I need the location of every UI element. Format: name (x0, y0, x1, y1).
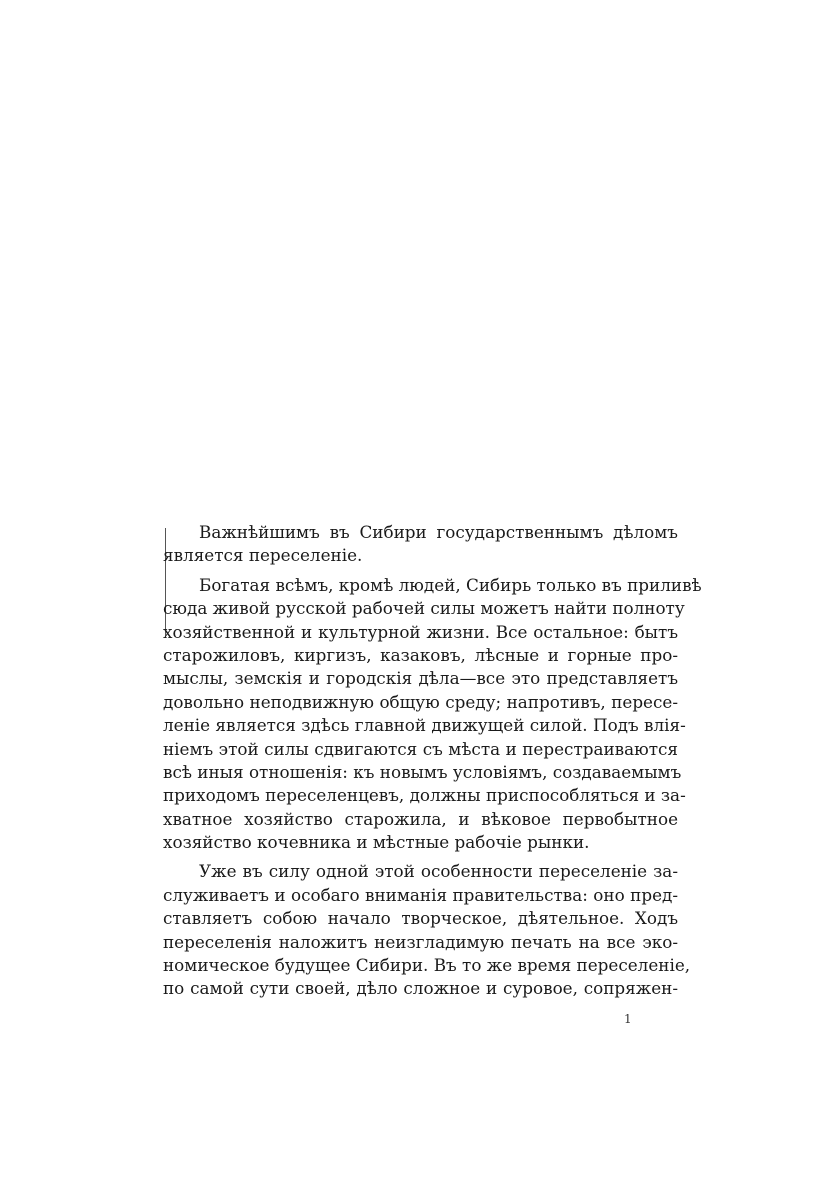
text-line: номическое будущее Сибири. Въ то же время переселеніе, (163, 955, 691, 976)
text-line: довольно неподвижную общую среду; напротивъ, пересе- (163, 691, 678, 712)
text-line: мыслы, земскія и городскія дѣла—все это представляетъ (163, 668, 678, 689)
text-line: леніе является здѣсь главной движущей силой. Подъ влія- (163, 715, 686, 736)
text-line: хватное хозяйство старожила, и вѣковое первобытное (163, 808, 678, 829)
text-line: Богатая всѣмъ, кромѣ людей, Сибирь только въ приливѣ (199, 574, 702, 595)
text-line: служиваетъ и особаго вниманія правительства: оно пред- (163, 884, 678, 905)
page-number: 1 (624, 1012, 632, 1026)
body-text (163, 521, 702, 1001)
text-line: переселенія наложитъ неизгладимую печать на все эко- (163, 931, 678, 952)
text-line: приходомъ переселенцевъ, должны приспособляться и за- (163, 785, 686, 806)
text-line: по самой сути своей, дѣло сложное и суровое, сопряжен- (163, 978, 678, 999)
text-line: хозяйство кочевника и мѣстные рабочіе рынки. (163, 832, 590, 853)
text-line: Важнѣйшимъ въ Сибири государственнымъ дѣломъ (199, 522, 678, 542)
text-line: ставляетъ собою начало творческое, дѣятельное. Ходъ (163, 908, 678, 929)
text-line: всѣ иныя отношенія: къ новымъ условіямъ, создаваемымъ (163, 761, 682, 782)
text-line: хозяйственной и культурной жизни. Все остальное: бытъ (163, 621, 678, 642)
text-line: старожиловъ, киргизъ, казаковъ, лѣсные и горные про- (163, 644, 678, 665)
text-line: сюда живой русской рабочей силы можетъ найти полноту (163, 598, 685, 619)
text-line: ніемъ этой силы сдвигаются съ мѣста и перестраиваются (163, 738, 678, 759)
text-line: является переселеніе. (163, 545, 363, 566)
text-line: Уже въ силу одной этой особенности переселеніе за- (199, 861, 678, 882)
